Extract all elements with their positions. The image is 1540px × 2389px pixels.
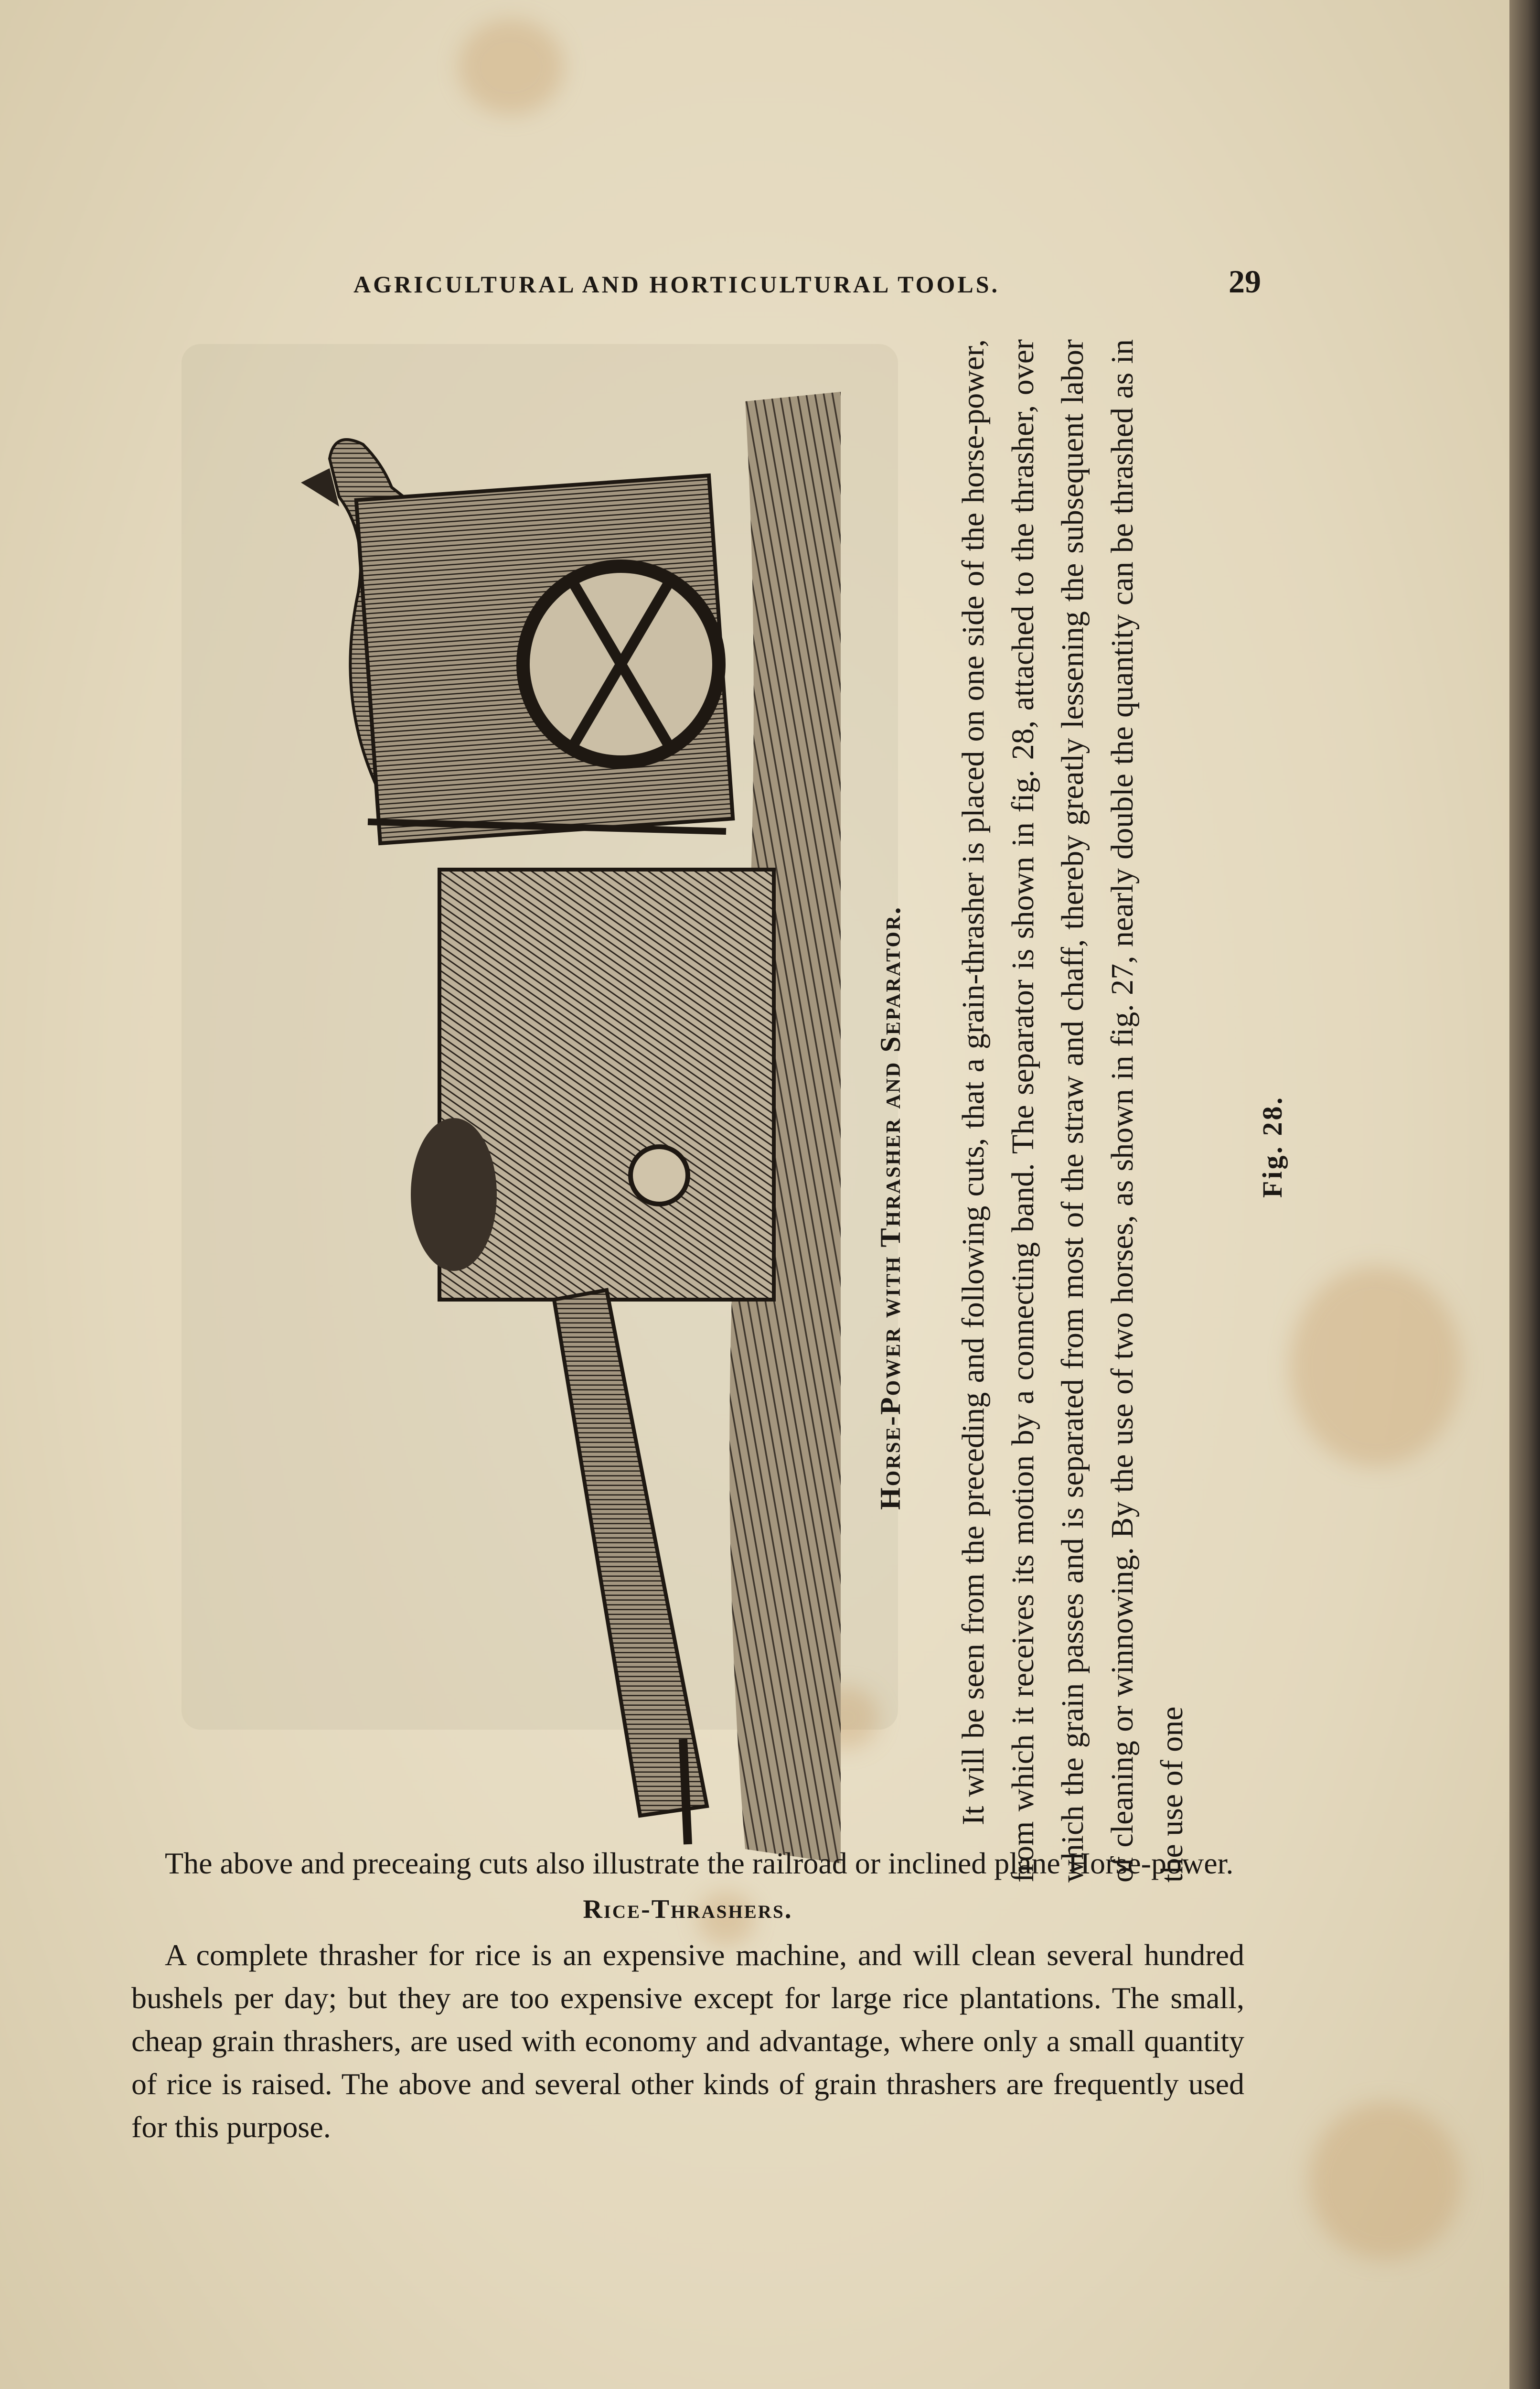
section-heading: Rice-Thrashers. (583, 1894, 793, 1924)
figure-caption-title: Horse-Power with Thrasher and Separator. (875, 905, 906, 1510)
foxing-stain (1309, 2102, 1462, 2260)
running-head (353, 263, 1261, 301)
separator-frame (411, 870, 774, 1300)
running-title: AGRICULTURAL AND HORTICULTURAL TOOLS. (353, 271, 1000, 298)
figure-label: Fig. 28. (1257, 1095, 1288, 1198)
thrasher-engraving (210, 354, 845, 1921)
body-text (131, 1842, 1244, 2149)
foxing-stain (459, 19, 564, 115)
figure-caption-paragraph: It will be seen from the preceding and following cuts, that a grain-thrasher is placed on one side of the horse-power, from which it receives its motion by a connecting band. The separator is shown in fig. 28, attached to the thrasher, over which the grain passes and is separated from most of the straw and chaff, thereby greatly lessening the subsequent labor of cleaning or winnowing. By the use of two horses, as shown in fig. 27, nearly double the quantity can be thrashed as in the use of one (956, 339, 1189, 1883)
straw-carrier (554, 1290, 707, 1844)
rotated-figure-block (86, 325, 1328, 1930)
body-paragraph: The above and preceaing cuts also illustrate the railroad or inclined plane Horse-power. (165, 1846, 1234, 1880)
body-paragraph: A complete thrasher for rice is an expensive machine, and will clean several hundred bushels per day; but they are too expensive except for large rice plantations. The small, cheap grain thrashers, are used with economy and advantage, where only a small quantity of rice is raised. The above and several other kinds of grain thrashers are frequently used for this purpose. (131, 1938, 1244, 2144)
page-edge-right (1509, 0, 1540, 2389)
band-wheel (523, 566, 719, 762)
page-number: 29 (1229, 263, 1261, 300)
figure-content (86, 325, 1328, 1930)
